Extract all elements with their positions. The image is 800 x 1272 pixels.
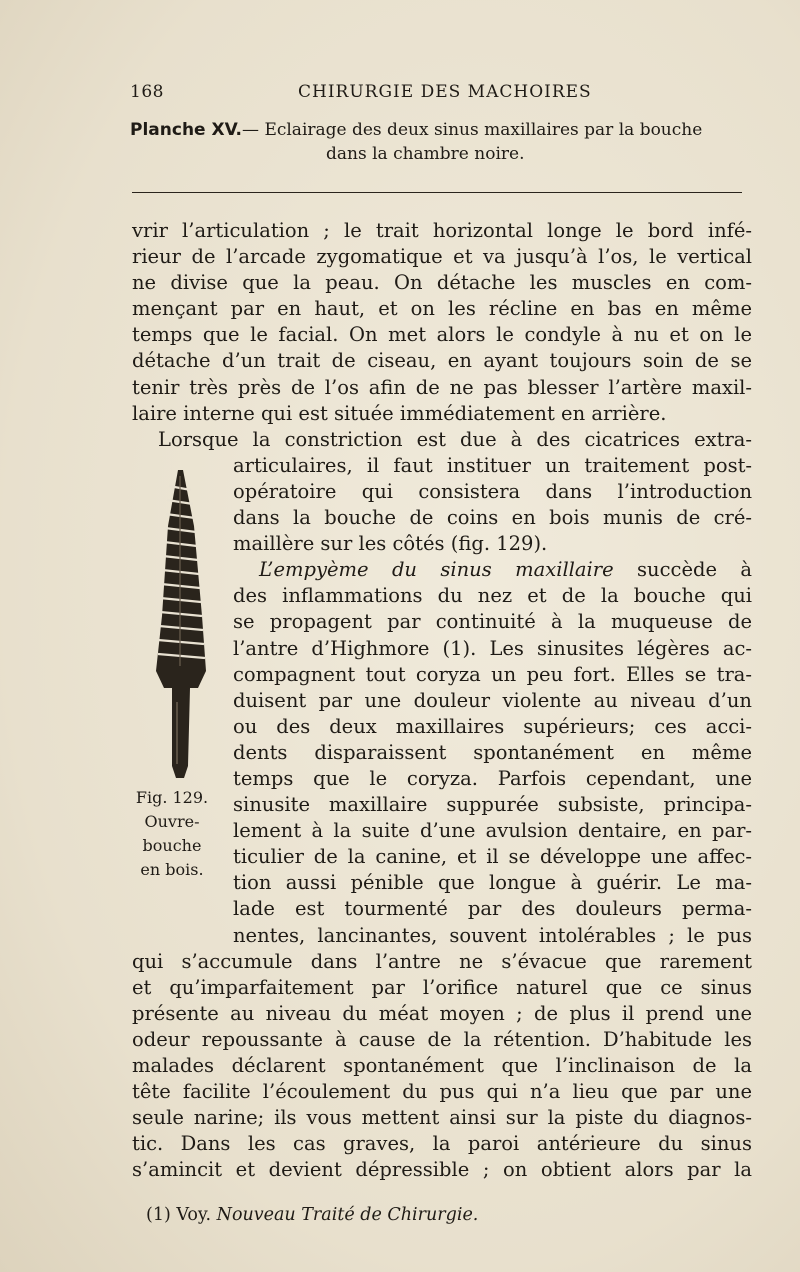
body-line: temps que le facial. On met alors le condyle à nu et on le <box>132 323 752 347</box>
body-line: ou des deux maxillaires supérieurs; ces acci- <box>233 714 752 738</box>
body-line: des inflammations du nez et de la bouche qui <box>233 584 752 608</box>
page-header <box>130 82 750 112</box>
body-line: et qu’imparfaitement par l’orifice naturel que ce sinus <box>132 975 752 999</box>
body-line: temps que le coryza. Parfois cependant, une <box>233 766 752 790</box>
body-line: Lorsque la constriction est due à des cicatrices extra- <box>158 427 752 451</box>
body-line: l’antre d’Highmore (1). Les sinusites légères ac- <box>233 636 752 660</box>
body-line: ticulier de la canine, et il se développe une affec- <box>233 845 752 869</box>
body-line: duisent par une douleur violente au niveau d’un <box>233 688 752 712</box>
page-number: 168 <box>130 82 164 102</box>
body-line: odeur repoussante à cause de la rétention. D’habitude les <box>132 1027 752 1051</box>
body-text <box>132 218 752 1183</box>
plate-caption-line2: dans la chambre noire. <box>326 144 525 164</box>
body-line: tête facilite l’écoulement du pus qui n’a lieu que par une <box>132 1080 752 1104</box>
body-line: tenir très près de l’os afin de ne pas blesser l’artère maxil- <box>132 375 752 399</box>
body-line: seule narine; ils vous mettent ainsi sur la piste du diagnos- <box>132 1106 752 1130</box>
body-line: détache d’un trait de ciseau, en ayant toujours soin de se <box>132 349 752 373</box>
body-line: présente au niveau du méat moyen ; de plus il prend une <box>132 1001 752 1025</box>
body-line: dents disparaissent spontanément en même <box>233 740 752 764</box>
mouth-gag-icon <box>156 470 206 778</box>
body-line-tail: succède à <box>637 558 752 582</box>
footnote <box>146 1205 746 1225</box>
header-rule <box>132 192 742 193</box>
body-line: s’amincit et devient dépressible ; on obtient alors par la <box>132 1158 752 1182</box>
body-line: compagnent tout coryza un peu fort. Elles se tra- <box>233 662 752 686</box>
body-line: nentes, lancinantes, souvent intolérables ; le pus <box>233 923 752 947</box>
body-line: malades déclarent spontanément que l’inclinaison de la <box>132 1054 752 1077</box>
body-line: lade est tourmenté par des douleurs perma- <box>233 897 752 921</box>
body-line: se propagent par continuité à la muqueuse de <box>233 610 752 634</box>
footnote-marker: (1) Voy. <box>146 1205 212 1225</box>
body-line: maillère sur les côtés (fig. 129). <box>233 532 548 556</box>
plate-caption-line1: Eclairage des deux sinus maxillaires par la bouche <box>264 120 703 140</box>
body-line: articulaires, il faut instituer un traitement post- <box>233 453 752 477</box>
running-title: CHIRURGIE DES MACHOIRES <box>298 82 592 102</box>
plate-label: Planche XV. <box>130 120 243 140</box>
plate-caption <box>130 118 760 166</box>
wooden-mouth-gag-illustration <box>150 466 212 784</box>
body-line: mençant par en haut, et on les récline en bas en même <box>132 297 752 321</box>
figure-caption <box>120 786 224 882</box>
figure-caption-line3: bouche <box>142 836 202 855</box>
italic-phrase: L’empyème du sinus maxillaire <box>259 558 614 582</box>
body-line: vrir l’articulation ; le trait horizontal longe le bord infé- <box>132 219 752 242</box>
body-line-italic <box>233 557 752 583</box>
body-line: sinusite maxillaire suppurée subsiste, principa- <box>233 793 752 817</box>
body-line: ne divise que la peau. On détache les muscles en com- <box>132 271 752 295</box>
figure-caption-line2: Ouvre- <box>144 812 200 831</box>
body-line: tic. Dans les cas graves, la paroi antérieure du sinus <box>132 1132 752 1156</box>
body-line: tion aussi pénible que longue à guérir. Le ma- <box>233 871 752 895</box>
body-line: opératoire qui consistera dans l’introduction <box>233 479 752 503</box>
figure-caption-line1: Fig. 129. <box>135 788 209 807</box>
figure-caption-line4: en bois. <box>140 860 204 879</box>
body-line: laire interne qui est située immédiatement en arrière. <box>132 401 667 425</box>
body-line: dans la bouche de coins en bois munis de cré- <box>233 506 752 530</box>
body-line: qui s’accumule dans l’antre ne s’évacue que rarement <box>132 949 752 973</box>
footnote-title: Nouveau Traité de Chirurgie. <box>216 1205 479 1225</box>
plate-dash: — <box>242 120 260 140</box>
body-line: rieur de l’arcade zygomatique et va jusqu’à l’os, le vertical <box>132 245 752 269</box>
body-line: lement à la suite d’une avulsion dentaire, en par- <box>233 819 752 843</box>
